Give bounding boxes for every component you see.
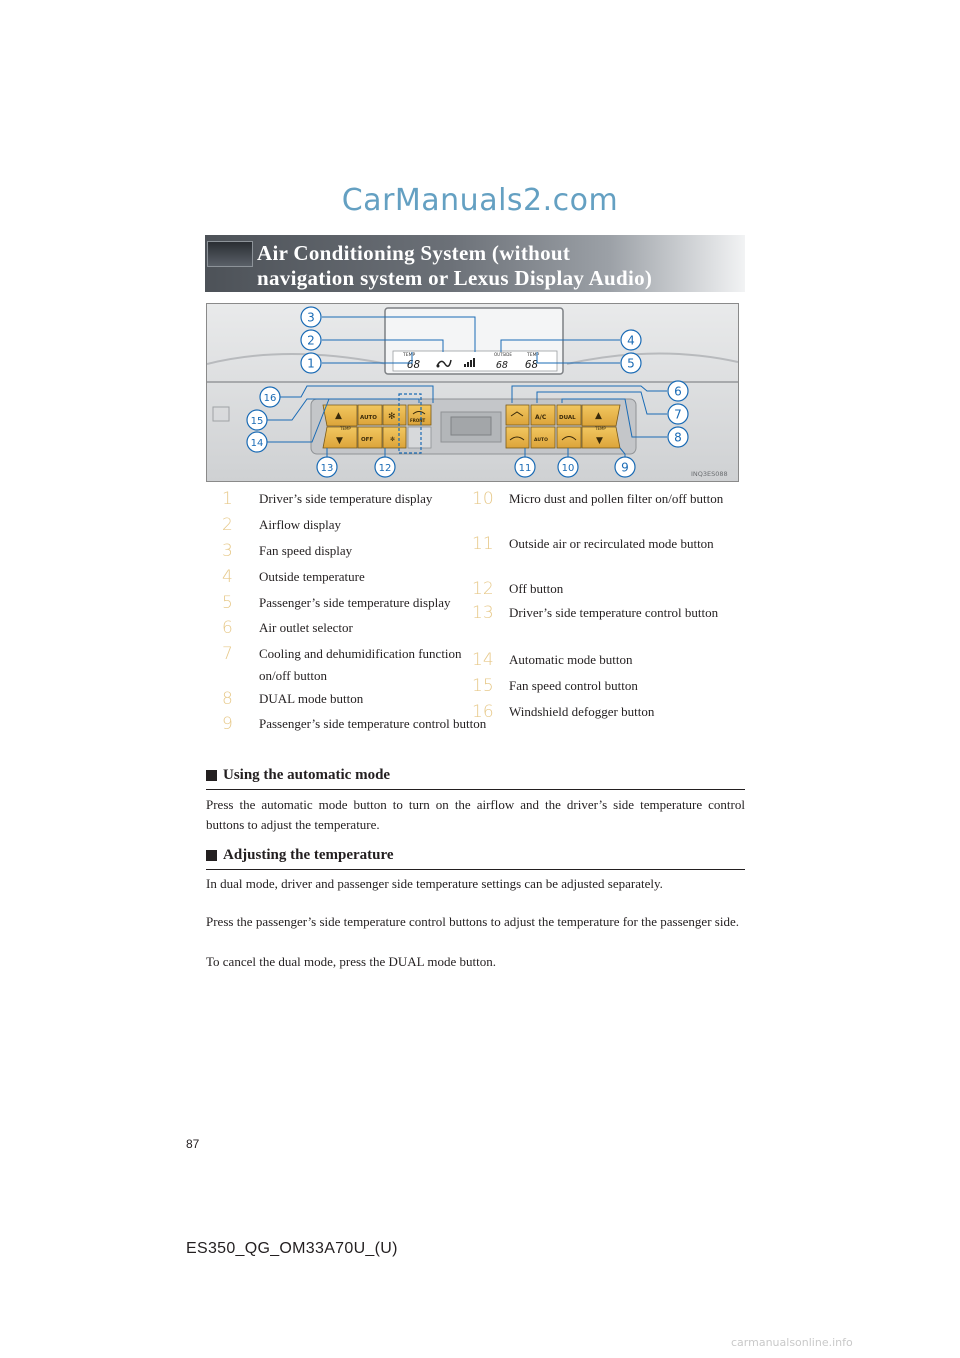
dual-mode-paragraph: In dual mode, driver and passenger side temperature settings can be adjusted separately. [206,876,663,891]
automatic-mode-paragraph: Press the automatic mode button to turn on the airflow and the driver’s side temperature control buttons to adjust the temperature. [206,797,745,832]
callout-5: 5 [627,356,635,371]
display-temp-label-left: TEMP [403,353,416,358]
legend-label-5: Passenger’s side temperature display [259,595,451,610]
section-heading-text: Using the automatic mode [223,767,391,783]
callout-2: 2 [307,333,315,348]
callout-4: 4 [627,333,635,348]
fan-up-icon: ✻ [388,412,396,422]
legend-label-16: Windshield defogger button [509,704,655,719]
callout-1: 1 [307,356,315,371]
legend-label-11: Outside air or recirculated mode button [509,536,714,551]
legend-label-2: Airflow display [259,517,341,532]
callout-15: 15 [250,416,264,427]
temp-down-left-icon: ▼ [336,436,343,446]
legend-label-15: Fan speed control button [509,678,638,693]
legend-number-10: 10 [472,489,494,509]
section-heading-adjusting-temperature [206,845,745,870]
legend-label-1: Driver’s side temperature display [259,491,433,506]
legend-number-1: 1 [222,489,233,509]
display-temp-left: 68 [407,358,421,371]
page-title [257,241,727,291]
legend-number-15: 15 [472,676,494,696]
section-heading-text: Adjusting the temperature [223,847,394,863]
callout-3: 3 [307,310,315,325]
callout-12: 12 [378,463,392,474]
section-heading-automatic-mode [206,765,745,790]
callout-13: 13 [320,463,334,474]
callout-16: 16 [263,393,277,404]
display-temp-label-right: TEMP [527,353,540,358]
legend-number-2: 2 [222,515,233,535]
legend-label-7: Cooling and dehumidification function on/off button [259,646,462,683]
temp-left-label: TEMP [340,426,351,431]
section-bullet-icon [206,770,217,781]
auto-right-label: AUTO [534,438,548,443]
fan-down-icon: ✻ [390,436,396,443]
legend-label-9: Passenger’s side temperature control button [259,716,487,731]
legend-label-12: Off button [509,581,564,596]
display-outside-temp: 68 [496,360,509,371]
legend-label-4: Outside temperature [259,569,365,584]
display-outside-label: OUTSIDE [494,352,512,357]
page-title-line2: navigation system or Lexus Display Audio) [257,266,653,290]
legend-number-12: 12 [472,579,494,599]
callout-8: 8 [674,430,682,445]
off-button-label: OFF [361,437,374,443]
legend-number-11: 11 [472,534,494,554]
legend-number-14: 14 [472,650,494,670]
page-title-line1: Air Conditioning System (without [257,241,571,265]
temp-right-label: TEMP [595,426,606,431]
legend-number-5: 5 [222,593,233,613]
ac-button-label: A/C [535,414,547,421]
legend-label-13: Driver’s side temperature control button [509,605,719,620]
callout-11: 11 [518,463,532,474]
section-bullet-icon [206,850,217,861]
legend-label-14: Automatic mode button [509,652,633,667]
callout-9: 9 [621,460,629,475]
figure-code: INQ3ES088 [691,470,728,478]
temp-up-right-icon: ▲ [595,411,602,421]
passenger-temp-paragraph: Press the passenger’s side temperature control buttons to adjust the temperature for the passenger side. [206,914,739,929]
cancel-dual-paragraph: To cancel the dual mode, press the DUAL mode button. [206,954,496,969]
legend-number-3: 3 [222,541,233,561]
watermark-logo: CarManuals2.com [341,183,619,218]
watermark-footer: carmanualsonline.info [731,1336,853,1349]
legend-label-10: Micro dust and pollen filter on/off button [509,491,724,506]
callout-6: 6 [674,384,682,399]
auto-button-label: AUTO [360,415,377,421]
legend-number-9: 9 [222,714,233,734]
document-code: ES350_QG_OM33A70U_(U) [186,1240,398,1257]
page-number: 87 [186,1137,200,1151]
section-title-bar [205,235,745,292]
legend-number-13: 13 [472,603,494,623]
legend-number-8: 8 [222,689,233,709]
callout-10: 10 [561,463,575,474]
display-temp-right: 68 [525,358,539,371]
dual-button-label: DUAL [559,415,576,421]
legend-number-7: 7 [222,644,233,664]
legend-label-3: Fan speed display [259,543,353,558]
temp-down-right-icon: ▼ [596,436,603,446]
legend-number-16: 16 [472,702,494,722]
control-panel-figure [206,303,739,482]
legend-number-4: 4 [222,567,233,587]
callout-7: 7 [674,407,682,422]
temp-up-left-icon: ▲ [335,411,342,421]
legend-number-6: 6 [222,618,233,638]
legend-label-8: DUAL mode button [259,691,364,706]
section-thumbnail-icon [207,241,253,267]
callout-14: 14 [250,438,264,449]
legend-label-6: Air outlet selector [259,620,353,635]
front-defogger-label: FRONT [410,418,426,423]
